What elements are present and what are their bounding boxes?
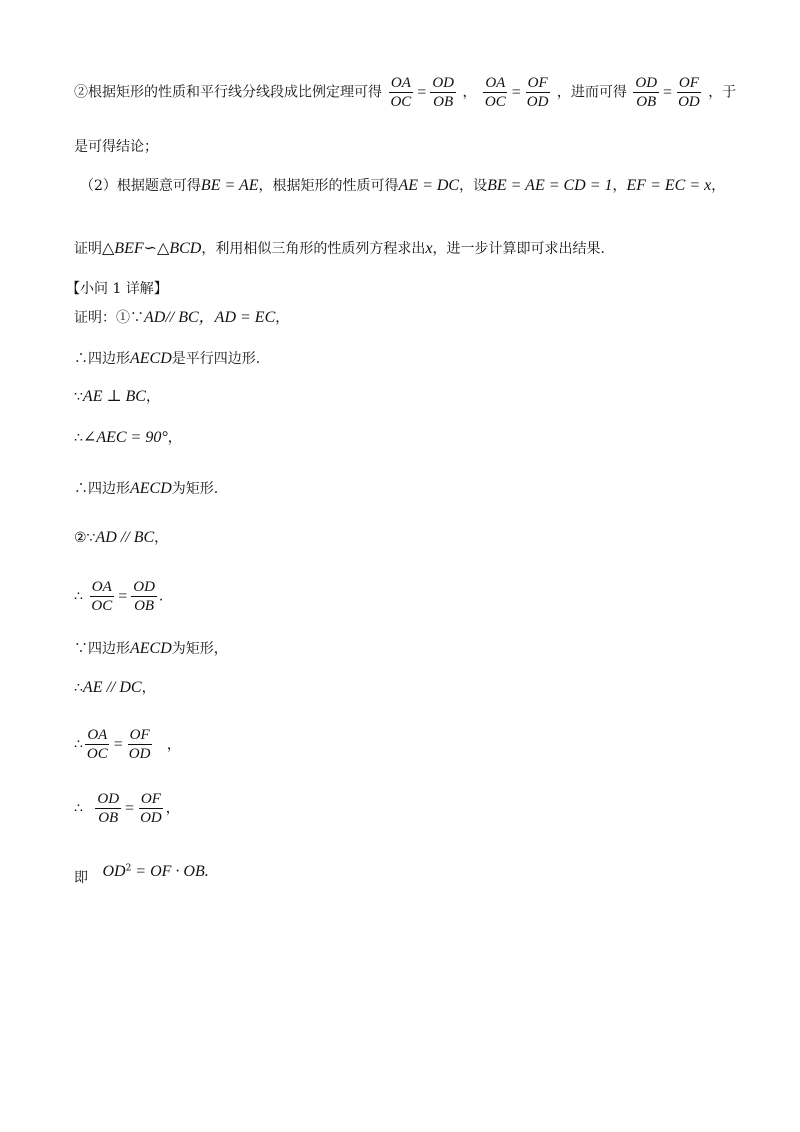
line-15: ∴ $\frac{OA}{OC}$ = $\frac{OF}{OD}$ ，	[74, 727, 181, 762]
math: 2	[125, 863, 132, 874]
text: ，	[166, 736, 181, 753]
line-12: ∴ $\frac{OA}{OC}$ = $\frac{OD}{OB}$ .	[74, 579, 164, 614]
text: ，进而可得	[556, 84, 627, 101]
math: AE = DC	[398, 177, 460, 194]
math: AECD	[130, 350, 172, 367]
line-8	[74, 389, 160, 405]
line-4	[74, 241, 605, 257]
text: 证明：①∵	[74, 310, 144, 326]
fraction: $\frac{OD}{OB}$	[635, 75, 658, 110]
text: ，	[612, 178, 627, 194]
line-6	[74, 310, 289, 326]
text: ，	[275, 310, 290, 326]
fraction: $\frac{OA}{OC}$	[91, 579, 113, 614]
math: ∠AEC = 90°	[82, 429, 168, 446]
math: BE = AE = CD = 1	[487, 177, 613, 194]
text: 证明	[74, 241, 102, 257]
math: BE = AE	[200, 177, 259, 194]
line-9	[74, 430, 182, 446]
math: = OF · OB.	[131, 863, 209, 880]
math: AD// BC，AD = EC	[144, 309, 276, 326]
line-16: ∴ $\frac{OD}{OB}$ = $\frac{OF}{OD}$ ，	[74, 791, 180, 826]
text: ，	[711, 178, 726, 194]
line-17	[74, 864, 209, 885]
math: OD	[102, 863, 126, 880]
fraction: $\frac{OD}{OB}$	[97, 791, 120, 826]
text: ∵四边形	[74, 641, 130, 657]
math: AECD	[130, 480, 172, 497]
text: ，根据矩形的性质可得	[258, 178, 399, 194]
math: AE // DC	[82, 679, 142, 696]
text: 为矩形.	[171, 481, 219, 497]
line-13	[74, 641, 228, 657]
line-7	[74, 351, 260, 367]
text: ∴	[74, 430, 83, 446]
math: AECD	[130, 640, 172, 657]
fraction: $\frac{OA}{OC}$	[390, 75, 412, 110]
fraction: $\frac{OF}{OD}$	[678, 75, 700, 110]
text: ，	[154, 530, 169, 546]
text: ，利用相似三角形的性质列方程求出	[201, 241, 426, 257]
text: ②根据矩形的性质和平行线分线段成比例定理可得	[74, 84, 382, 101]
text: （2）根据题意可得	[80, 178, 201, 194]
text: 即	[74, 870, 88, 886]
fraction: $\frac{OD}{OB}$	[432, 75, 454, 110]
text: ，	[141, 680, 156, 696]
line-11	[74, 530, 168, 546]
text: 是可得结论；	[74, 139, 158, 155]
text: ，进一步计算即可求出结果.	[432, 241, 605, 257]
text: ∴四边形	[74, 351, 130, 367]
line-1: ②根据矩形的性质和平行线分线段成比例定理可得 $\frac{OA}{OC}$ = $\frac{OD}{OB}$ ， $\frac{OA}{OC}$ = $\frac{OF}{OD}$ ，进而可得 $\frac{OD}{OB}$ = $\frac{OF}{OD}$ ，于	[74, 75, 737, 110]
line-2	[74, 140, 158, 154]
text: ∴	[74, 736, 83, 753]
text: ，	[145, 389, 160, 405]
text: ，于	[708, 84, 737, 101]
fraction: $\frac{OF}{OD}$	[140, 791, 162, 826]
text: 为矩形，	[171, 641, 228, 657]
text: ∵	[74, 389, 83, 405]
text: ∴	[74, 800, 83, 817]
text: .	[158, 588, 164, 605]
section-heading	[66, 282, 168, 296]
fraction: $\frac{OA}{OC}$	[86, 727, 108, 762]
text: ，	[462, 84, 477, 101]
text: ∴	[74, 588, 83, 605]
text: ②∵	[74, 530, 96, 546]
math: EF = EC = x	[626, 177, 712, 194]
fraction: $\frac{OF}{OD}$	[128, 727, 151, 762]
text: 【小问 1 详解】	[66, 281, 168, 297]
math: AD // BC	[95, 529, 155, 546]
fraction: $\frac{OD}{OB}$	[133, 579, 155, 614]
line-10	[74, 481, 218, 497]
line-3	[80, 178, 725, 194]
text: ∴	[74, 680, 83, 696]
fraction: $\frac{OA}{OC}$	[484, 75, 506, 110]
text: ，	[165, 800, 180, 817]
text: ，	[167, 430, 182, 446]
line-14	[74, 680, 156, 696]
math: AE ⊥ BC	[82, 388, 146, 405]
fraction: $\frac{OF}{OD}$	[526, 75, 549, 110]
math: x	[425, 240, 433, 257]
math: △BEF∽△BCD	[102, 240, 202, 257]
text: ∴四边形	[74, 481, 130, 497]
text: ，设	[459, 178, 488, 194]
text: 是平行四边形.	[171, 351, 261, 367]
